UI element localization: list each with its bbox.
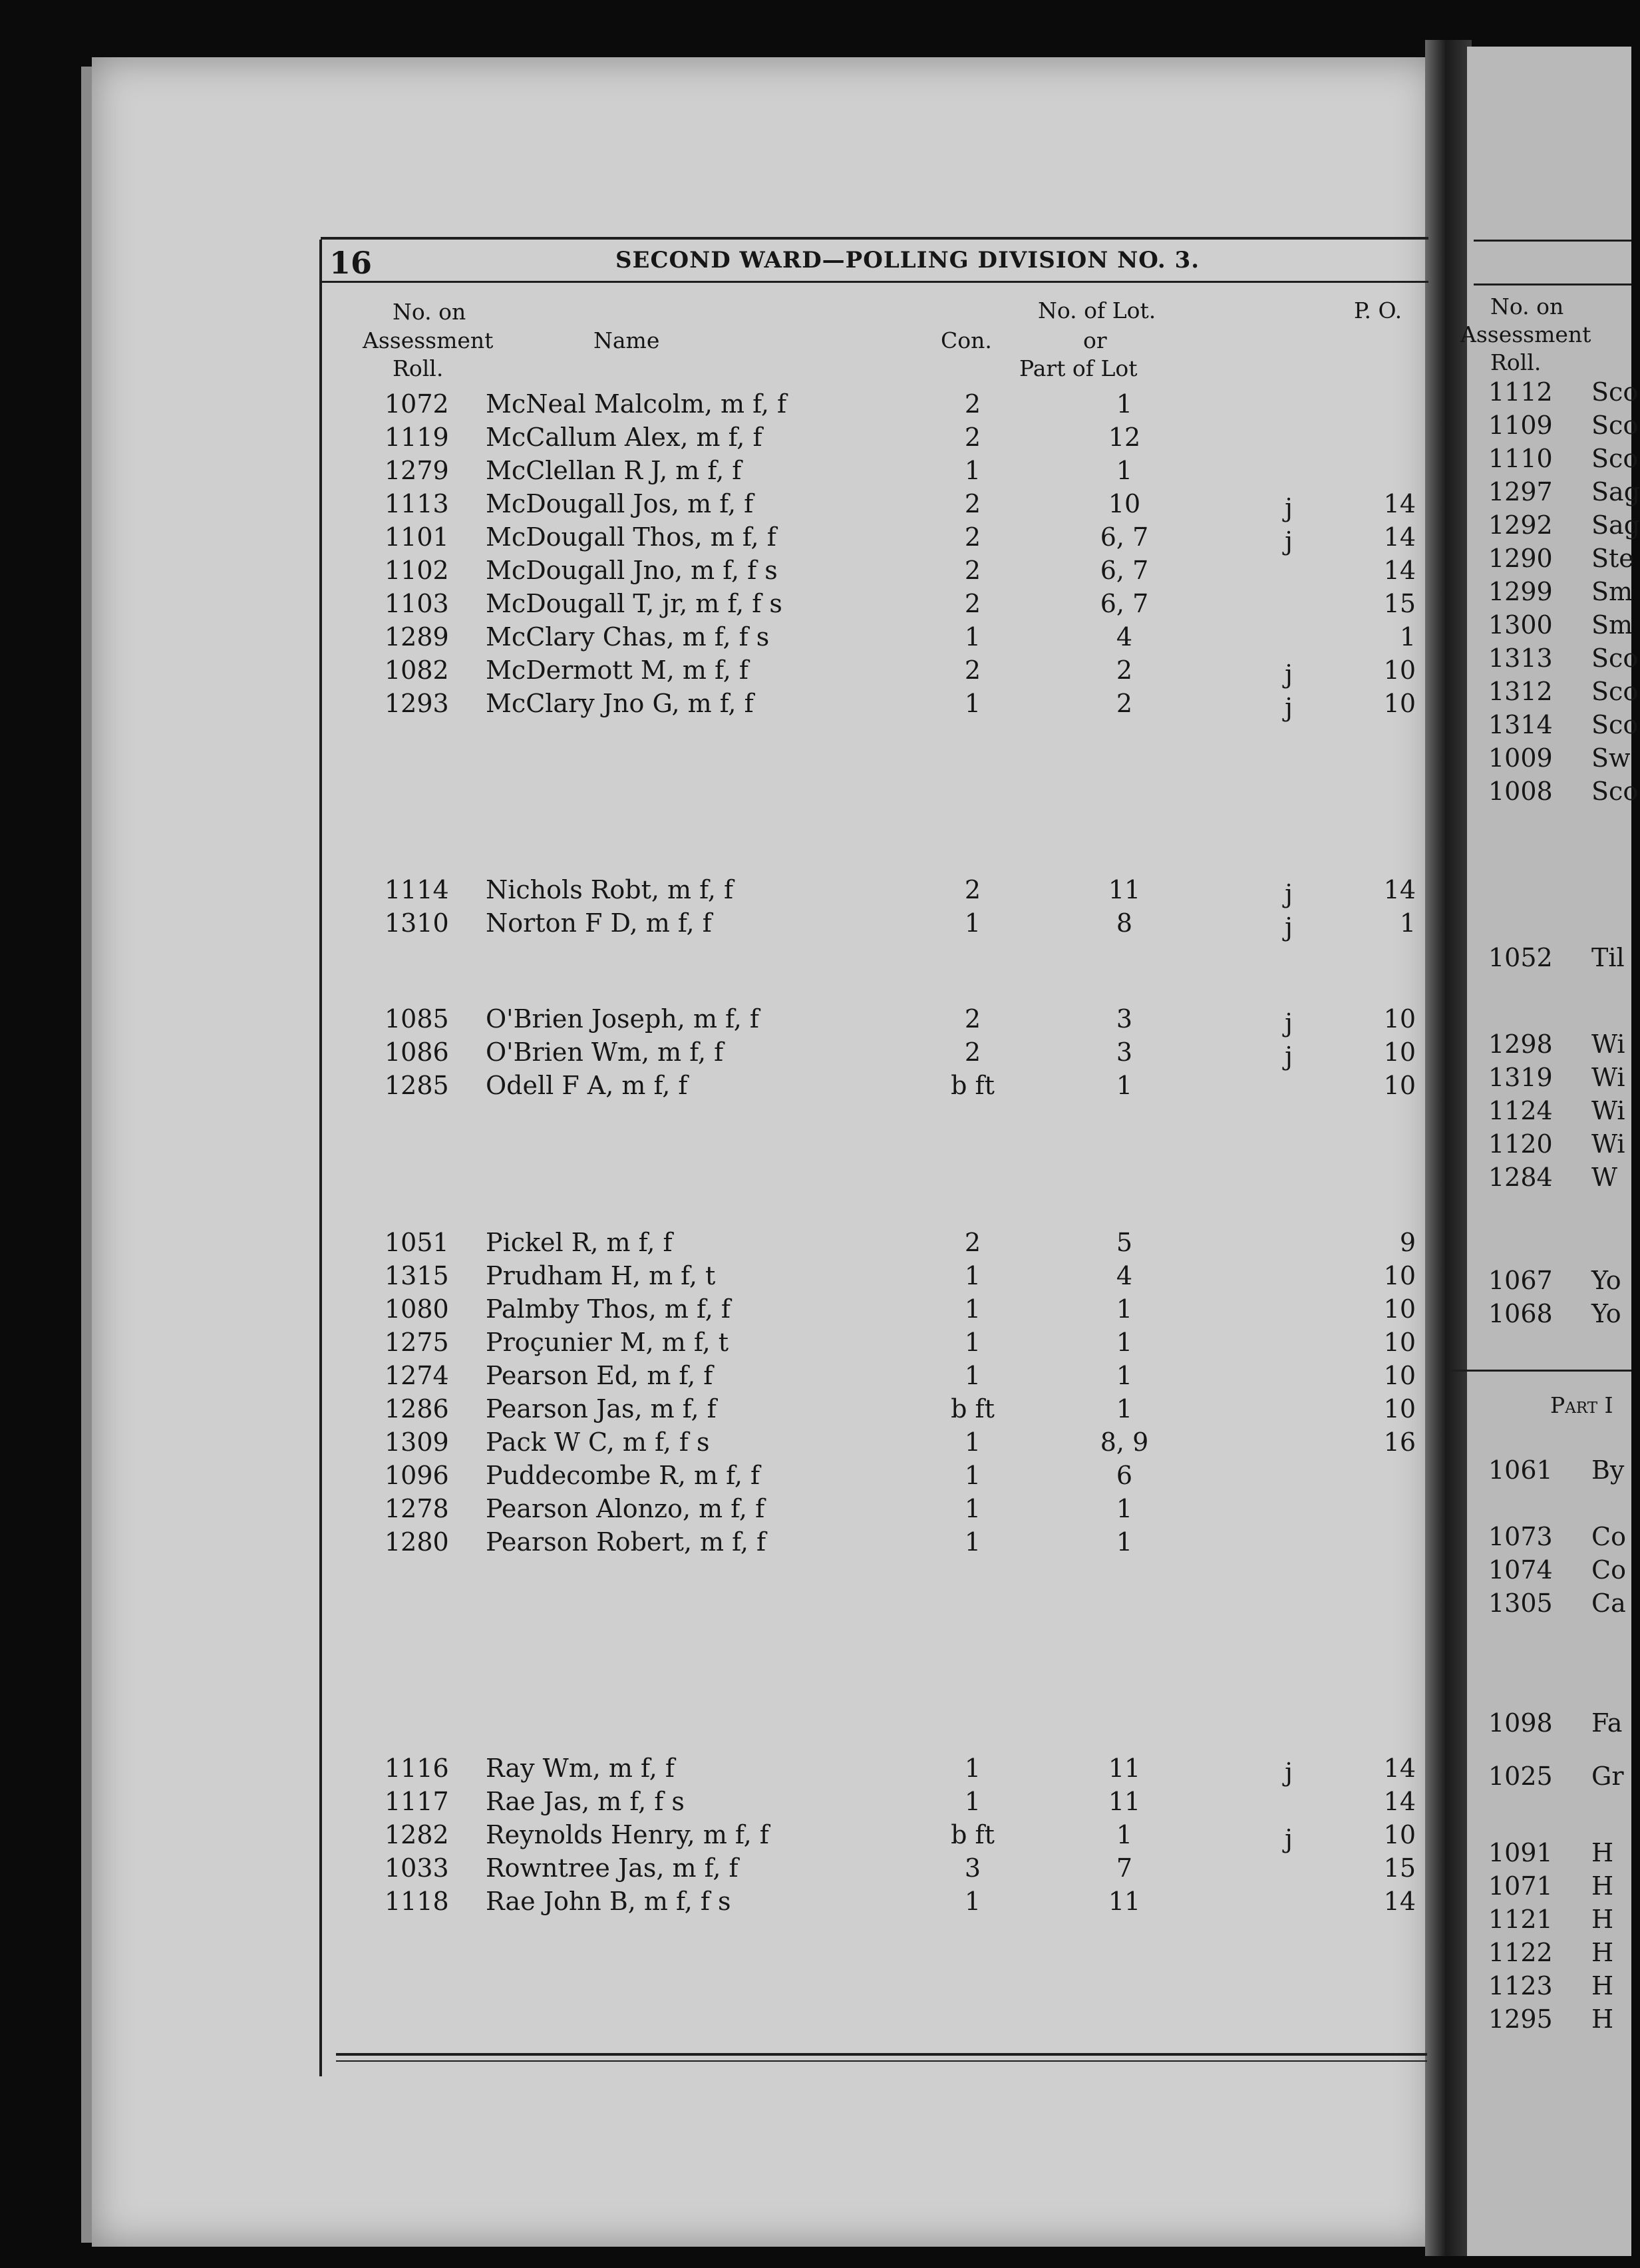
right-roll-number: 1074 (1488, 1555, 1553, 1585)
right-owner-name: Fa (1591, 1708, 1623, 1738)
post-office: 14 (1383, 875, 1416, 904)
owner-name: McClellan R J, m f, f (486, 456, 742, 485)
header-roll-1: No. on (393, 299, 466, 325)
right-owner-name: Sco (1591, 710, 1639, 739)
concession: 1 (964, 1294, 981, 1324)
right-header-rule (1474, 240, 1631, 242)
right-owner-name: By (1591, 1455, 1625, 1485)
right-roll-number: 1319 (1488, 1063, 1553, 1092)
post-office: 10 (1383, 1361, 1416, 1390)
lot-number: 1 (1116, 1328, 1133, 1357)
roll-number: 1286 (385, 1394, 449, 1423)
lot-number: 12 (1108, 423, 1141, 452)
lot-number: 4 (1116, 1261, 1133, 1290)
header-lot-3: Part of Lot (1019, 355, 1138, 381)
j-mark: j (1285, 1758, 1293, 1787)
right-owner-name: Co (1591, 1522, 1626, 1551)
left-border-rule (319, 240, 322, 2076)
concession: 1 (964, 689, 981, 718)
roll-number: 1080 (385, 1294, 449, 1324)
roll-number: 1279 (385, 456, 449, 485)
right-owner-name: Yo (1591, 1299, 1621, 1328)
lot-number: 3 (1116, 1004, 1133, 1034)
roll-number: 1082 (385, 656, 449, 685)
owner-name: McNeal Malcolm, m f, f (486, 389, 787, 419)
right-owner-name: Sm (1591, 577, 1633, 606)
lot-number: 2 (1116, 656, 1133, 685)
concession: 1 (964, 1887, 981, 1916)
owner-name: Pearson Ed, m f, f (486, 1361, 713, 1390)
roll-number: 1101 (385, 522, 449, 552)
post-office: 10 (1383, 1820, 1416, 1849)
right-owner-name: Sm (1591, 610, 1633, 640)
owner-name: Palmby Thos, m f, f (486, 1294, 731, 1324)
right-roll-number: 1073 (1488, 1522, 1553, 1551)
roll-number: 1085 (385, 1004, 449, 1034)
owner-name: Rowntree Jas, m f, f (486, 1853, 738, 1883)
lot-number: 1 (1116, 1527, 1133, 1557)
owner-name: Pack W C, m f, f s (486, 1427, 710, 1457)
owner-name: O'Brien Joseph, m f, f (486, 1004, 759, 1034)
footer-rule-1 (336, 2053, 1427, 2056)
roll-number: 1051 (385, 1228, 449, 1257)
lot-number: 1 (1116, 456, 1133, 485)
concession: 1 (964, 1361, 981, 1390)
lot-number: 1 (1116, 1294, 1133, 1324)
concession: 2 (964, 1228, 981, 1257)
j-mark: j (1285, 1041, 1293, 1071)
owner-name: Norton F D, m f, f (486, 908, 712, 938)
right-owner-name: H (1591, 2004, 1614, 2034)
post-office: 1 (1399, 622, 1416, 652)
post-office: 10 (1383, 1038, 1416, 1067)
roll-number: 1118 (385, 1887, 449, 1916)
left-page (92, 57, 1436, 2247)
header-rule-bottom (321, 281, 1428, 283)
lot-number: 11 (1108, 875, 1141, 904)
right-roll-number: 1124 (1488, 1096, 1553, 1125)
roll-number: 1117 (385, 1787, 449, 1816)
page-number: 16 (329, 245, 373, 281)
post-office: 15 (1383, 1853, 1416, 1883)
right-owner-name: Yo (1591, 1266, 1621, 1295)
roll-number: 1033 (385, 1853, 449, 1883)
lot-number: 11 (1108, 1887, 1141, 1916)
roll-number: 1274 (385, 1361, 449, 1390)
roll-number: 1278 (385, 1494, 449, 1523)
owner-name: Ray Wm, m f, f (486, 1754, 675, 1783)
right-owner-name: Gr (1591, 1762, 1624, 1791)
roll-number: 1293 (385, 689, 449, 718)
owner-name: McDougall Thos, m f, f (486, 522, 776, 552)
concession: 2 (964, 1038, 981, 1067)
post-office: 14 (1383, 1887, 1416, 1916)
right-roll-number: 1123 (1488, 1971, 1553, 2000)
header-lot-1: No. of Lot. (1038, 297, 1156, 323)
j-mark: j (1285, 526, 1293, 556)
right-roll-number: 1298 (1488, 1030, 1553, 1059)
lot-number: 8, 9 (1100, 1427, 1149, 1457)
right-owner-name: Sag (1591, 510, 1640, 540)
right-roll-number: 1052 (1488, 943, 1553, 972)
lot-number: 11 (1108, 1787, 1141, 1816)
lot-number: 1 (1116, 1361, 1133, 1390)
post-office: 14 (1383, 1787, 1416, 1816)
owner-name: Odell F A, m f, f (486, 1071, 688, 1100)
right-owner-name: Wi (1591, 1096, 1625, 1125)
roll-number: 1275 (385, 1328, 449, 1357)
concession: 1 (964, 1427, 981, 1457)
j-mark: j (1285, 693, 1293, 722)
concession: b ft (951, 1394, 995, 1423)
roll-number: 1096 (385, 1461, 449, 1490)
concession: 2 (964, 423, 981, 452)
lot-number: 10 (1108, 489, 1141, 518)
roll-number: 1114 (385, 875, 449, 904)
right-owner-name: H (1591, 1971, 1614, 2000)
roll-number: 1072 (385, 389, 449, 419)
owner-name: Pearson Jas, m f, f (486, 1394, 717, 1423)
owner-name: Pickel R, m f, f (486, 1228, 673, 1257)
concession: 1 (964, 1261, 981, 1290)
post-office: 9 (1399, 1228, 1416, 1257)
right-owner-name: Wi (1591, 1129, 1625, 1159)
right-roll-number: 1110 (1488, 444, 1553, 473)
right-owner-name: Sco (1591, 777, 1639, 806)
right-roll-number: 1297 (1488, 477, 1553, 506)
concession: 2 (964, 1004, 981, 1034)
header-roll-2: Assessment (363, 327, 494, 353)
roll-number: 1086 (385, 1038, 449, 1067)
roll-number: 1103 (385, 589, 449, 618)
right-owner-name: Ste (1591, 544, 1634, 573)
right-owner-name: H (1591, 1871, 1614, 1901)
header-con: Con. (941, 327, 992, 353)
post-office: 10 (1383, 689, 1416, 718)
lot-number: 7 (1116, 1853, 1133, 1883)
owner-name: McDougall T, jr, m f, f s (486, 589, 782, 618)
owner-name: Rae John B, m f, f s (486, 1887, 731, 1916)
right-header-roll-2: Assessment (1460, 321, 1591, 347)
concession: 1 (964, 1461, 981, 1490)
lot-number: 6, 7 (1100, 522, 1149, 552)
right-roll-number: 1314 (1488, 710, 1553, 739)
lot-number: 1 (1116, 1394, 1133, 1423)
right-owner-name: Til (1591, 943, 1625, 972)
right-owner-name: Sco (1591, 644, 1639, 673)
lot-number: 1 (1116, 1494, 1133, 1523)
right-roll-number: 1071 (1488, 1871, 1553, 1901)
lot-number: 6, 7 (1100, 589, 1149, 618)
concession: 3 (964, 1853, 981, 1883)
right-roll-number: 1121 (1488, 1905, 1553, 1934)
right-roll-number: 1122 (1488, 1938, 1553, 1967)
j-mark: j (1285, 879, 1293, 908)
concession: b ft (951, 1071, 995, 1100)
lot-number: 6 (1116, 1461, 1133, 1490)
right-roll-number: 1067 (1488, 1266, 1553, 1295)
right-roll-number: 1112 (1488, 377, 1553, 407)
right-owner-name: Sco (1591, 377, 1639, 407)
right-owner-name: H (1591, 1905, 1614, 1934)
lot-number: 4 (1116, 622, 1133, 652)
lot-number: 8 (1116, 908, 1133, 938)
right-roll-number: 1009 (1488, 743, 1553, 773)
right-roll-number: 1305 (1488, 1589, 1553, 1618)
right-owner-name: W (1591, 1163, 1618, 1192)
roll-number: 1315 (385, 1261, 449, 1290)
post-office: 10 (1383, 1004, 1416, 1034)
footer-rule-2 (336, 2060, 1427, 2062)
right-roll-number: 1091 (1488, 1838, 1553, 1867)
owner-name: McClary Chas, m f, f s (486, 622, 770, 652)
concession: 2 (964, 656, 981, 685)
page-title: SECOND WARD—POLLING DIVISION NO. 3. (615, 247, 1200, 274)
owner-name: Nichols Robt, m f, f (486, 875, 734, 904)
owner-name: Prudham H, m f, t (486, 1261, 716, 1290)
j-mark: j (1285, 912, 1293, 942)
owner-name: McCallum Alex, m f, f (486, 423, 762, 452)
j-mark: j (1285, 660, 1293, 689)
post-office: 14 (1383, 489, 1416, 518)
post-office: 10 (1383, 1294, 1416, 1324)
right-roll-number: 1120 (1488, 1129, 1553, 1159)
right-owner-name: Wi (1591, 1030, 1625, 1059)
lot-number: 1 (1116, 389, 1133, 419)
post-office: 10 (1383, 656, 1416, 685)
j-mark: j (1285, 493, 1293, 522)
concession: 1 (964, 1494, 981, 1523)
owner-name: McDougall Jno, m f, f s (486, 556, 778, 585)
right-owner-name: Wi (1591, 1063, 1625, 1092)
right-roll-number: 1299 (1488, 577, 1553, 606)
post-office: 16 (1383, 1427, 1416, 1457)
right-owner-name: Sco (1591, 444, 1639, 473)
right-roll-number: 1313 (1488, 644, 1553, 673)
header-lot-2: or (1083, 327, 1107, 353)
right-owner-name: Sco (1591, 411, 1639, 440)
concession: 2 (964, 489, 981, 518)
owner-name: McDermott M, m f, f (486, 656, 748, 685)
right-roll-number: 1312 (1488, 677, 1553, 706)
lot-number: 6, 7 (1100, 556, 1149, 585)
post-office: 14 (1383, 1754, 1416, 1783)
j-mark: j (1285, 1008, 1293, 1038)
owner-name: McClary Jno G, m f, f (486, 689, 754, 718)
post-office: 14 (1383, 522, 1416, 552)
roll-number: 1310 (385, 908, 449, 938)
roll-number: 1113 (385, 489, 449, 518)
right-owner-name: Ca (1591, 1589, 1626, 1618)
right-roll-number: 1284 (1488, 1163, 1553, 1192)
post-office: 10 (1383, 1071, 1416, 1100)
owner-name: O'Brien Wm, m f, f (486, 1038, 724, 1067)
roll-number: 1280 (385, 1527, 449, 1557)
right-roll-number: 1292 (1488, 510, 1553, 540)
post-office: 15 (1383, 589, 1416, 618)
concession: 2 (964, 589, 981, 618)
concession: b ft (951, 1820, 995, 1849)
post-office: 14 (1383, 556, 1416, 585)
owner-name: Proçunier M, m f, t (486, 1328, 729, 1357)
concession: 1 (964, 908, 981, 938)
right-owner-name: H (1591, 1838, 1614, 1867)
roll-number: 1309 (385, 1427, 449, 1457)
book-gutter (1425, 40, 1472, 2256)
owner-name: Reynolds Henry, m f, f (486, 1820, 769, 1849)
concession: 1 (964, 622, 981, 652)
roll-number: 1282 (385, 1820, 449, 1849)
concession: 1 (964, 1754, 981, 1783)
roll-number: 1102 (385, 556, 449, 585)
post-office: 10 (1383, 1328, 1416, 1357)
right-roll-number: 1290 (1488, 544, 1553, 573)
post-office: 1 (1399, 908, 1416, 938)
owner-name: Puddecombe R, m f, f (486, 1461, 760, 1490)
post-office: 10 (1383, 1261, 1416, 1290)
j-mark: j (1285, 1824, 1293, 1853)
header-roll-3: Roll. (393, 355, 444, 381)
header-name: Name (593, 327, 660, 353)
roll-number: 1285 (385, 1071, 449, 1100)
lot-number: 3 (1116, 1038, 1133, 1067)
lot-number: 2 (1116, 689, 1133, 718)
header-po: P. O. (1354, 297, 1402, 323)
header-rule-top (321, 237, 1428, 240)
roll-number: 1289 (385, 622, 449, 652)
right-owner-name: Sag (1591, 477, 1640, 506)
owner-name: Pearson Alonzo, m f, f (486, 1494, 765, 1523)
right-header-rule-2 (1474, 284, 1631, 285)
right-section-label: Part I (1550, 1392, 1613, 1418)
right-roll-number: 1008 (1488, 777, 1553, 806)
concession: 1 (964, 1328, 981, 1357)
right-roll-number: 1109 (1488, 411, 1553, 440)
concession: 2 (964, 522, 981, 552)
right-roll-number: 1300 (1488, 610, 1553, 640)
concession: 1 (964, 1787, 981, 1816)
concession: 1 (964, 1527, 981, 1557)
right-roll-number: 1068 (1488, 1299, 1553, 1328)
roll-number: 1119 (385, 423, 449, 452)
right-roll-number: 1025 (1488, 1762, 1553, 1791)
right-owner-name: Sw (1591, 743, 1631, 773)
right-roll-number: 1098 (1488, 1708, 1553, 1738)
right-owner-name: Co (1591, 1555, 1626, 1585)
lot-number: 1 (1116, 1820, 1133, 1849)
right-header-roll-1: No. on (1490, 293, 1564, 319)
post-office: 10 (1383, 1394, 1416, 1423)
owner-name: Rae Jas, m f, f s (486, 1787, 685, 1816)
lot-number: 5 (1116, 1228, 1133, 1257)
concession: 2 (964, 875, 981, 904)
right-owner-name: Sco (1591, 677, 1639, 706)
concession: 2 (964, 556, 981, 585)
right-header-roll-3: Roll. (1490, 349, 1542, 375)
right-owner-name: H (1591, 1938, 1614, 1967)
owner-name: McDougall Jos, m f, f (486, 489, 754, 518)
right-roll-number: 1295 (1488, 2004, 1553, 2034)
right-section-rule (1450, 1370, 1631, 1372)
owner-name: Pearson Robert, m f, f (486, 1527, 766, 1557)
roll-number: 1116 (385, 1754, 449, 1783)
lot-number: 11 (1108, 1754, 1141, 1783)
concession: 1 (964, 456, 981, 485)
concession: 2 (964, 389, 981, 419)
right-roll-number: 1061 (1488, 1455, 1553, 1485)
lot-number: 1 (1116, 1071, 1133, 1100)
